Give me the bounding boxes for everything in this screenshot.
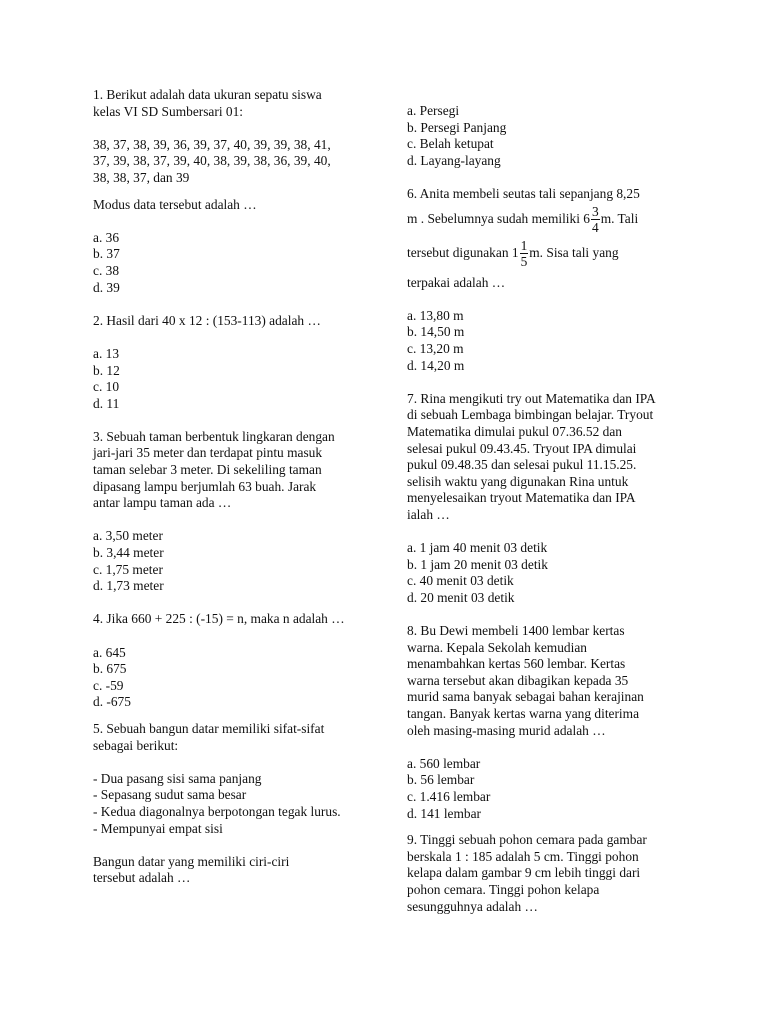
question-7-text-line: Matematika dimulai pukul 07.36.52 dan — [407, 423, 622, 439]
right-column — [407, 103, 682, 915]
question-1-option-c: c. 38 — [93, 262, 120, 278]
question-8-text-line: warna. Kepala Sekolah kemudian — [407, 639, 587, 655]
left-column — [93, 87, 368, 887]
question-7-option-d: d. 20 menit 03 detik — [407, 589, 515, 605]
question-3-text-line: dipasang lampu berjumlah 63 buah. Jarak — [93, 478, 317, 494]
question-2-option-a: a. 13 — [93, 345, 120, 361]
question-7 — [407, 391, 682, 607]
question-3-option-a: a. 3,50 meter — [93, 528, 163, 544]
question-7-text-line: 7. Rina mengikuti try out Matematika dan IPA — [407, 390, 656, 406]
question-7-text-line: di sebuah Lembaga bimbingan belajar. Tryout — [407, 407, 654, 423]
question-1-option-b: b. 37 — [93, 246, 120, 262]
question-6 — [407, 186, 682, 374]
question-8-text-line: 8. Bu Dewi membeli 1400 lembar kertas — [407, 623, 625, 639]
question-5-option-c: c. Belah ketupat — [407, 136, 494, 152]
question-1-data-line: 38, 37, 38, 39, 36, 39, 37, 40, 39, 39, 38, 41, — [93, 136, 331, 152]
question-9-text-line: kelapa dalam gambar 9 cm lebih tinggi dari — [407, 865, 641, 881]
question-5-option-d: d. Layang-layang — [407, 152, 501, 168]
question-2-option-b: b. 12 — [93, 362, 120, 378]
fraction-one-fifth — [520, 238, 529, 269]
question-8 — [407, 623, 682, 822]
question-6-text-segment: m. Tali — [600, 211, 639, 227]
question-5-property: - Mempunyai empat sisi — [93, 820, 223, 836]
question-7-text-line: pukul 09.48.35 dan selesai pukul 11.15.25. — [407, 457, 637, 473]
question-3-text-line: 3. Sebuah taman berbentuk lingkaran dengan — [93, 428, 335, 444]
fraction-denominator: 5 — [520, 254, 528, 270]
question-1-data-line: 38, 38, 37, dan 39 — [93, 169, 190, 185]
question-3-option-b: b. 3,44 meter — [93, 545, 164, 561]
question-3 — [93, 429, 368, 595]
question-3-option-d: d. 1,73 meter — [93, 578, 164, 594]
question-5-property: - Kedua diagonalnya berpotongan tegak lurus. — [93, 803, 341, 819]
question-6-fraction-line — [407, 203, 682, 237]
question-8-text-line: tangan. Banyak kertas warna yang diterima — [407, 706, 640, 721]
question-5-prompt-line: tersebut adalah … — [93, 870, 191, 886]
question-6-option-d: d. 14,20 m — [407, 357, 465, 373]
question-4-option-d: d. -675 — [93, 694, 131, 710]
question-2-option-c: c. 10 — [93, 379, 120, 395]
question-6-text-segment: m . Sebelumnya sudah memiliki 6 — [407, 211, 590, 227]
question-7-option-a: a. 1 jam 40 menit 03 detik — [407, 540, 548, 556]
question-8-option-c: c. 1.416 lembar — [407, 788, 491, 804]
question-1 — [93, 87, 368, 296]
question-3-text-line: antar lampu taman ada … — [93, 495, 232, 511]
question-7-text-line: selisih waktu yang digunakan Rina untuk — [407, 473, 629, 489]
question-6-text-line: terpakai adalah … — [407, 274, 506, 290]
question-6-text-segment: tersebut digunakan 1 — [407, 245, 519, 261]
question-5-prompt-line: Bangun datar yang memiliki ciri-ciri — [93, 853, 290, 869]
fraction-denominator: 4 — [591, 220, 599, 236]
question-6-option-a: a. 13,80 m — [407, 307, 464, 323]
fraction-numerator: 3 — [591, 204, 599, 220]
question-5 — [93, 721, 368, 887]
question-8-option-d: d. 141 lembar — [407, 805, 482, 821]
question-8-text-line: menambahkan kertas 560 lembar. Kertas — [407, 656, 626, 672]
question-3-text-line: taman selebar 3 meter. Di sekeliling taman — [93, 462, 322, 478]
question-9-text-line: sesungguhnya adalah … — [407, 898, 538, 914]
question-1-data-line: 37, 39, 38, 37, 39, 40, 38, 39, 38, 36, 39, 40, — [93, 153, 331, 169]
question-1-option-a: a. 36 — [93, 229, 120, 245]
question-4 — [93, 611, 368, 711]
question-6-text-line: 6. Anita membeli seutas tali sepanjang 8,25 — [407, 185, 640, 201]
question-8-text-line: warna tersebut akan dibagikan kepada 35 — [407, 672, 629, 688]
question-3-text-line: jari-jari 35 meter dan terdapat pintu masuk — [93, 445, 323, 461]
question-9-text-line: 9. Tinggi sebuah pohon cemara pada gambar — [407, 832, 647, 848]
question-6-fraction-line — [407, 237, 682, 271]
question-6-option-c: c. 13,20 m — [407, 340, 464, 356]
question-7-option-b: b. 1 jam 20 menit 03 detik — [407, 556, 548, 572]
question-9 — [407, 832, 682, 915]
question-1-option-d: d. 39 — [93, 279, 120, 295]
question-2 — [93, 313, 368, 413]
question-2-text-line: 2. Hasil dari 40 x 12 : (153-113) adalah … — [93, 312, 321, 328]
question-1-text-line: kelas VI SD Sumbersari 01: — [93, 103, 244, 119]
question-4-option-c: c. -59 — [93, 677, 124, 693]
fraction-three-quarters — [591, 204, 600, 235]
question-4-option-a: a. 645 — [93, 644, 126, 660]
question-4-text-line: 4. Jika 660 + 225 : (-15) = n, maka n adalah … — [93, 611, 345, 627]
question-8-text-line: murid sama banyak sebagai bahan kerajinan — [407, 689, 644, 705]
question-5-property: - Sepasang sudut sama besar — [93, 787, 247, 803]
question-5-option-a: a. Persegi — [407, 103, 460, 118]
question-1-prompt: Modus data tersebut adalah … — [93, 196, 257, 212]
question-2-option-d: d. 11 — [93, 395, 120, 411]
question-4-option-b: b. 675 — [93, 661, 127, 677]
question-1-text-line: 1. Berikut adalah data ukuran sepatu siswa — [93, 87, 322, 102]
question-8-option-a: a. 560 lembar — [407, 755, 481, 771]
question-8-option-b: b. 56 lembar — [407, 772, 475, 788]
question-6-text-segment: m. Sisa tali yang — [529, 245, 619, 261]
question-5-text-line: 5. Sebuah bangun datar memiliki sifat-sifat — [93, 720, 325, 736]
question-5-property: - Dua pasang sisi sama panjang — [93, 770, 262, 786]
question-5-text-line: sebagai berikut: — [93, 737, 179, 753]
question-8-text-line: oleh masing-masing murid adalah … — [407, 722, 606, 738]
question-5-option-b: b. Persegi Panjang — [407, 119, 507, 135]
question-3-option-c: c. 1,75 meter — [93, 561, 163, 577]
question-7-text-line: menyelesaikan tryout Matematika dan IPA — [407, 490, 636, 506]
question-5-options — [407, 103, 682, 169]
fraction-numerator: 1 — [520, 238, 528, 254]
question-6-option-b: b. 14,50 m — [407, 324, 465, 340]
question-7-text-line: selesai pukul 09.43.45. Tryout IPA dimulai — [407, 440, 637, 456]
question-7-text-line: ialah … — [407, 506, 450, 522]
question-9-text-line: berskala 1 : 185 adalah 5 cm. Tinggi pohon — [407, 848, 639, 864]
question-9-text-line: pohon cemara. Tinggi pohon kelapa — [407, 881, 600, 897]
question-7-option-c: c. 40 menit 03 detik — [407, 573, 514, 589]
